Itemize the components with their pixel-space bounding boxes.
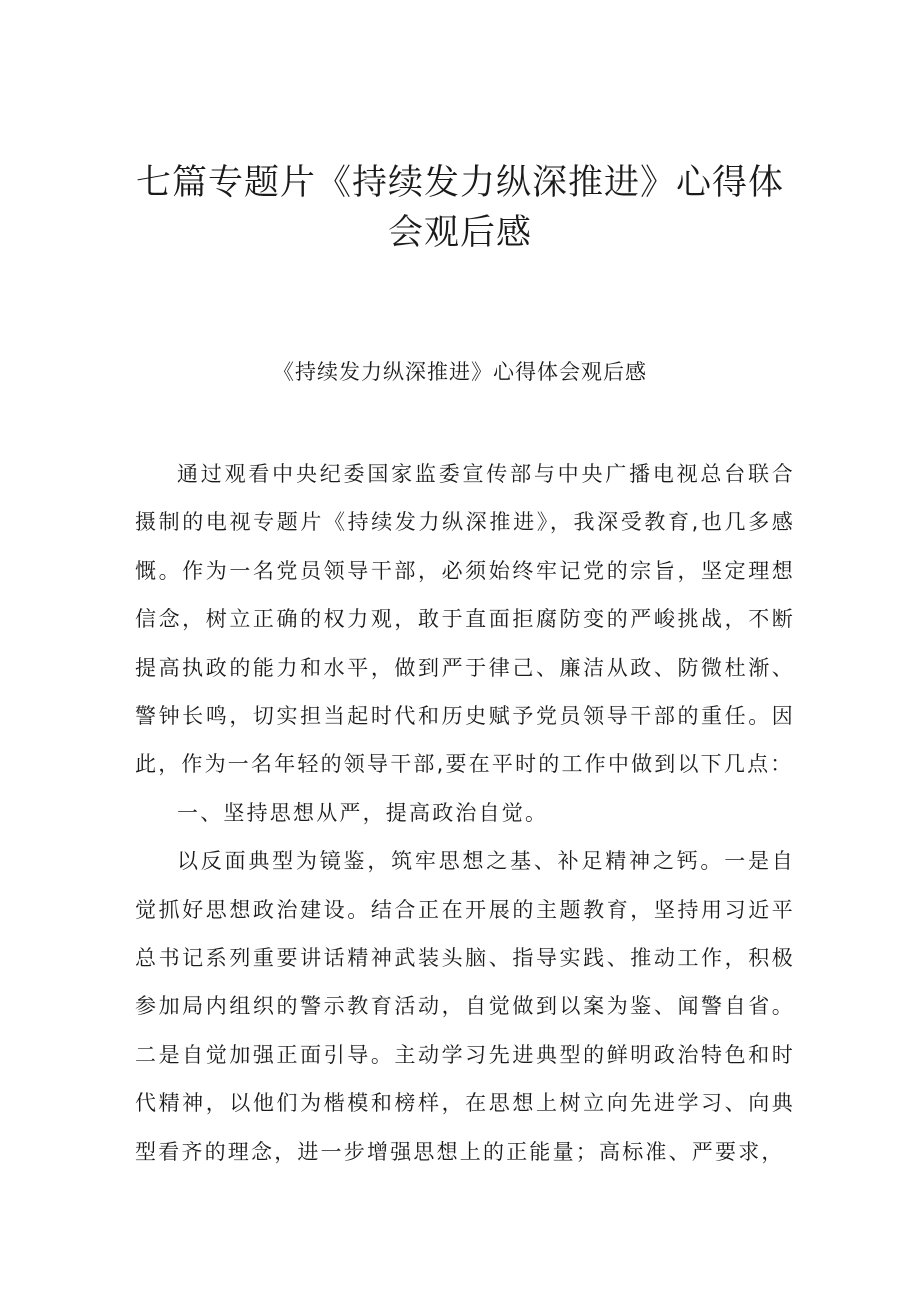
document-title — [0, 158, 920, 258]
document-title-line-1: 七篇专题片《持续发力纵深推进》心得体 — [135, 163, 784, 203]
body-paragraph-section-1: 以反面典型为镜鉴，筑牢思想之基、补足精神之钙。一是自觉抓好思想政治建设。结合正在开展的主题教育，坚持用习近平总书记系列重要讲话精神武装头脑、指导实践、推动工作，积极参加局内组织的警示教育活动，自觉做到以案为鉴、闻警自省。二是自觉加强正面引导。主动学习先进典型的鲜明政治特色和时代精神，以他们为楷模和榜样，在思想上树立向先进学习、向典型看齐的理念，进一步增强思想上的正能量；高标准、严要求， — [135, 849, 795, 1164]
section-heading-1: 一、坚持思想从严，提高政治自觉。 — [177, 800, 549, 825]
body-paragraph-intro: 通过观看中央纪委国家监委宣传部与中央广播电视总台联合摄制的电视专题片《持续发力纵深推进》，我深受教育,也几多感慨。作为一名党员领导干部，必须始终牢记党的宗旨，坚定理想信念，树立正确的权力观，敢于直面拒腐防变的严峻挑战，不断提高执政的能力和水平，做到严于律己、廉洁从政、防微杜渐、警钟长鸣，切实担当起时代和历史赋予党员领导干部的重任。因此，作为一名年轻的领导干部,要在平时的工作中做到以下几点： — [135, 462, 795, 777]
document-body — [135, 450, 795, 1176]
document-title-line-2: 会观后感 — [387, 213, 532, 253]
document-subtitle: 《持续发力纵深推进》心得体会观后感 — [273, 360, 647, 384]
